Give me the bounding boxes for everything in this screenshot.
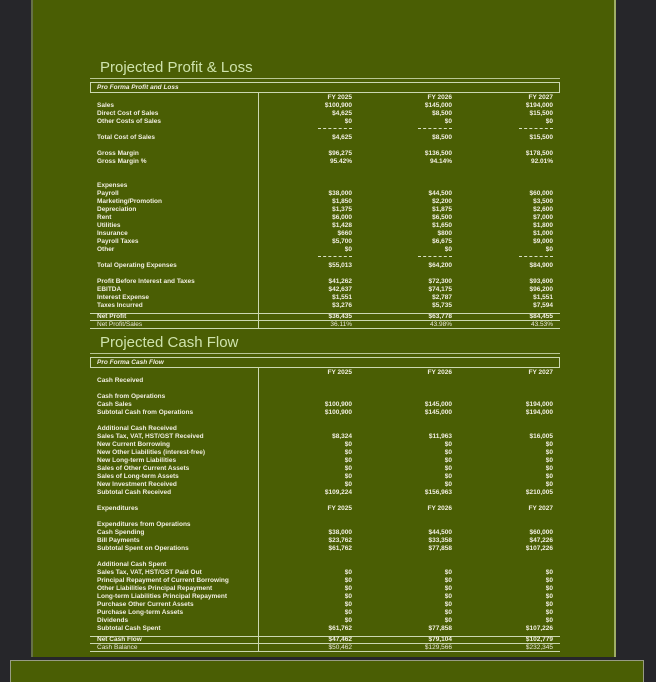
row-label: Utilities bbox=[97, 221, 121, 229]
table-row bbox=[90, 536, 560, 544]
cell-value: $0 bbox=[444, 592, 452, 600]
cell-value: $6,500 bbox=[432, 213, 452, 221]
cell-value: $55,013 bbox=[328, 261, 352, 269]
cashflow-table bbox=[90, 368, 560, 652]
cell-value: $4,625 bbox=[332, 109, 352, 117]
row-label: Net Cash Flow bbox=[97, 635, 142, 643]
cell-value: $0 bbox=[545, 440, 553, 448]
cell-value: FY 2027 bbox=[528, 504, 553, 512]
cell-value: FY 2025 bbox=[327, 504, 352, 512]
table-row bbox=[90, 644, 560, 652]
row-label: Cash Sales bbox=[97, 400, 132, 408]
cell-value: $129,566 bbox=[424, 643, 452, 651]
table-row bbox=[90, 520, 560, 528]
report-page bbox=[31, 0, 616, 657]
row-label: Expenditures bbox=[97, 504, 139, 512]
table-row bbox=[90, 512, 560, 520]
table-row bbox=[90, 253, 560, 261]
cell-value: $50,462 bbox=[328, 643, 352, 651]
row-label: Subtotal Spent on Operations bbox=[97, 544, 189, 552]
table-row bbox=[90, 480, 560, 488]
cell-value: $36,435 bbox=[328, 312, 352, 320]
cell-value: $6,675 bbox=[432, 237, 452, 245]
cell-value: $194,000 bbox=[525, 101, 553, 109]
cell-value: 43.98% bbox=[429, 320, 452, 328]
cell-value: $72,300 bbox=[428, 277, 452, 285]
row-label: Additional Cash Spent bbox=[97, 560, 167, 568]
table-row bbox=[90, 237, 560, 245]
cell-value: $0 bbox=[344, 584, 352, 592]
row-label: Other Costs of Sales bbox=[97, 117, 161, 125]
cell-value: $0 bbox=[344, 448, 352, 456]
cell-value: 43.53% bbox=[530, 320, 553, 328]
table-row bbox=[90, 157, 560, 165]
cell-value: $0 bbox=[444, 480, 452, 488]
row-label: Depreciation bbox=[97, 205, 137, 213]
cell-value bbox=[358, 126, 458, 134]
cell-value: $7,000 bbox=[533, 213, 553, 221]
cell-value bbox=[358, 254, 458, 262]
cell-value: $0 bbox=[344, 608, 352, 616]
cell-value: $1,875 bbox=[432, 205, 452, 213]
row-label: Cash Balance bbox=[97, 643, 138, 651]
cell-value: $0 bbox=[444, 472, 452, 480]
cell-value: $96,275 bbox=[328, 149, 352, 157]
table-row bbox=[90, 321, 560, 329]
cell-value: $100,900 bbox=[324, 408, 352, 416]
row-label: Taxes Incurred bbox=[97, 301, 143, 309]
table-row bbox=[90, 221, 560, 229]
table-row bbox=[90, 576, 560, 584]
table-row bbox=[90, 560, 560, 568]
row-label: Insurance bbox=[97, 229, 128, 237]
table-row bbox=[90, 616, 560, 624]
cell-value: $0 bbox=[545, 600, 553, 608]
row-label: Other Liabilities Principal Repayment bbox=[97, 584, 213, 592]
cell-value: $0 bbox=[344, 568, 352, 576]
cell-value bbox=[258, 254, 358, 262]
cashflow-column-divider bbox=[258, 368, 259, 652]
table-row bbox=[90, 608, 560, 616]
row-label: Bill Payments bbox=[97, 536, 140, 544]
row-label: Profit Before Interest and Taxes bbox=[97, 277, 195, 285]
cell-value: $0 bbox=[344, 576, 352, 584]
cell-value: FY 2026 bbox=[427, 504, 452, 512]
cashflow-subtitle: Pro Forma Cash Flow bbox=[90, 357, 560, 368]
cell-value: $0 bbox=[545, 608, 553, 616]
cell-value: $136,500 bbox=[424, 149, 452, 157]
cell-value: $0 bbox=[344, 592, 352, 600]
table-row bbox=[90, 93, 560, 101]
table-row bbox=[90, 109, 560, 117]
cell-value: $8,500 bbox=[432, 109, 452, 117]
table-row bbox=[90, 424, 560, 432]
row-label: Marketing/Promotion bbox=[97, 197, 163, 205]
table-row bbox=[90, 624, 560, 632]
cell-value: $1,375 bbox=[332, 205, 352, 213]
pnl-table bbox=[90, 93, 560, 329]
cell-value: $800 bbox=[437, 229, 452, 237]
row-label: Subtotal Cash Received bbox=[97, 488, 172, 496]
cell-value: $232,345 bbox=[525, 643, 553, 651]
report-content bbox=[90, 0, 560, 652]
row-label: New Other Liabilities (interest-free) bbox=[97, 448, 205, 456]
row-label: Rent bbox=[97, 213, 112, 221]
cell-value: 94.14% bbox=[429, 157, 452, 165]
cell-value: $1,850 bbox=[332, 197, 352, 205]
cell-value: $0 bbox=[444, 584, 452, 592]
row-label: Payroll Taxes bbox=[97, 237, 139, 245]
cell-value: $4,625 bbox=[332, 133, 352, 141]
table-row bbox=[90, 384, 560, 392]
cell-value: $61,762 bbox=[328, 624, 352, 632]
table-row bbox=[90, 277, 560, 285]
bottom-panel bbox=[10, 660, 644, 682]
row-label: Net Profit/Sales bbox=[97, 320, 143, 328]
cell-value: $23,762 bbox=[328, 536, 352, 544]
row-label: Expenses bbox=[97, 181, 128, 189]
cell-value: $210,005 bbox=[525, 488, 553, 496]
cell-value: $0 bbox=[444, 568, 452, 576]
cell-value: $77,858 bbox=[428, 544, 452, 552]
cell-value: $0 bbox=[444, 456, 452, 464]
cell-value: $1,428 bbox=[332, 221, 352, 229]
row-label: Gross Margin % bbox=[97, 157, 147, 165]
cell-value: $15,500 bbox=[529, 133, 553, 141]
row-label: Expenditures from Operations bbox=[97, 520, 191, 528]
cell-value: $107,226 bbox=[525, 624, 553, 632]
cell-value: $0 bbox=[444, 616, 452, 624]
cell-value: FY 2025 bbox=[327, 93, 352, 101]
cell-value: $0 bbox=[545, 584, 553, 592]
table-row bbox=[90, 149, 560, 157]
cell-value: $194,000 bbox=[525, 408, 553, 416]
row-label: New Investment Received bbox=[97, 480, 177, 488]
pnl-column-divider bbox=[258, 93, 259, 329]
cell-value: $0 bbox=[545, 576, 553, 584]
cell-value: $1,551 bbox=[533, 293, 553, 301]
row-label: Cash from Operations bbox=[97, 392, 166, 400]
cell-value: $2,787 bbox=[432, 293, 452, 301]
row-label: New Long-term Liabilities bbox=[97, 456, 177, 464]
cell-value: $7,594 bbox=[533, 301, 553, 309]
cell-value: 95.42% bbox=[329, 157, 352, 165]
table-row bbox=[90, 472, 560, 480]
row-label: Sales Tax, VAT, HST/GST Received bbox=[97, 432, 204, 440]
cell-value: $0 bbox=[545, 245, 553, 253]
table-row bbox=[90, 400, 560, 408]
cell-value: $8,500 bbox=[432, 133, 452, 141]
row-label: Long-term Liabilities Principal Repayment bbox=[97, 592, 228, 600]
cell-value: $6,000 bbox=[332, 213, 352, 221]
table-row bbox=[90, 141, 560, 149]
table-row bbox=[90, 133, 560, 141]
cell-value: $1,000 bbox=[533, 229, 553, 237]
pnl-section-title: Projected Profit & Loss bbox=[90, 59, 560, 79]
table-row bbox=[90, 269, 560, 277]
cell-value: 36.11% bbox=[330, 320, 352, 328]
cell-value: $38,000 bbox=[328, 189, 352, 197]
cell-value: $0 bbox=[545, 592, 553, 600]
cell-value: $84,900 bbox=[529, 261, 553, 269]
table-row bbox=[90, 181, 560, 189]
cell-value: $102,779 bbox=[525, 635, 553, 643]
cell-value: $0 bbox=[344, 456, 352, 464]
table-row bbox=[90, 496, 560, 504]
cell-value: $0 bbox=[444, 448, 452, 456]
cell-value: FY 2027 bbox=[528, 93, 553, 101]
cell-value: $2,200 bbox=[432, 197, 452, 205]
table-row bbox=[90, 229, 560, 237]
cell-value: $5,700 bbox=[332, 237, 352, 245]
cell-value: $0 bbox=[545, 117, 553, 125]
row-label: Net Profit bbox=[97, 312, 127, 320]
row-label: Sales Tax, VAT, HST/GST Paid Out bbox=[97, 568, 202, 576]
cell-value: $145,000 bbox=[424, 408, 452, 416]
table-row bbox=[90, 205, 560, 213]
cell-value: $0 bbox=[444, 576, 452, 584]
cell-value: $3,276 bbox=[332, 301, 352, 309]
table-row bbox=[90, 189, 560, 197]
table-row bbox=[90, 261, 560, 269]
table-row bbox=[90, 376, 560, 384]
row-label: Subtotal Cash Spent bbox=[97, 624, 161, 632]
cell-value: $0 bbox=[444, 440, 452, 448]
row-label: Cash Spending bbox=[97, 528, 145, 536]
cell-value: $0 bbox=[545, 456, 553, 464]
table-row bbox=[90, 101, 560, 109]
cell-value: $2,600 bbox=[533, 205, 553, 213]
table-row bbox=[90, 165, 560, 173]
cell-value: $0 bbox=[545, 464, 553, 472]
table-row bbox=[90, 584, 560, 592]
cell-value: $93,600 bbox=[529, 277, 553, 285]
cell-value: FY 2026 bbox=[427, 93, 452, 101]
cell-value: $8,324 bbox=[332, 432, 352, 440]
table-row bbox=[90, 285, 560, 293]
row-label: Sales of Other Current Assets bbox=[97, 464, 190, 472]
cell-value: $64,200 bbox=[428, 261, 452, 269]
table-row bbox=[90, 245, 560, 253]
table-row bbox=[90, 528, 560, 536]
table-row bbox=[90, 301, 560, 309]
cell-value: $44,500 bbox=[428, 528, 452, 536]
row-label: Total Operating Expenses bbox=[97, 261, 177, 269]
cell-value: $0 bbox=[344, 616, 352, 624]
row-label: Purchase Long-term Assets bbox=[97, 608, 184, 616]
cell-value: $15,500 bbox=[529, 109, 553, 117]
table-row bbox=[90, 464, 560, 472]
table-row bbox=[90, 213, 560, 221]
cashflow-section-title: Projected Cash Flow bbox=[90, 334, 560, 354]
cell-value: $11,963 bbox=[428, 432, 452, 440]
cell-value: $0 bbox=[444, 117, 452, 125]
row-label: Other bbox=[97, 245, 115, 253]
cell-value: FY 2026 bbox=[427, 368, 452, 376]
row-label: EBITDA bbox=[97, 285, 122, 293]
cell-value: $60,000 bbox=[529, 528, 553, 536]
cell-value: $44,500 bbox=[428, 189, 452, 197]
table-row bbox=[90, 293, 560, 301]
cell-value: $0 bbox=[444, 464, 452, 472]
row-label: Cash Received bbox=[97, 376, 144, 384]
table-row bbox=[90, 600, 560, 608]
row-label: Dividends bbox=[97, 616, 129, 624]
cell-value: $0 bbox=[344, 464, 352, 472]
cell-value: $0 bbox=[344, 472, 352, 480]
row-label: Principal Repayment of Current Borrowing bbox=[97, 576, 229, 584]
table-row bbox=[90, 392, 560, 400]
cell-value: $77,858 bbox=[428, 624, 452, 632]
cell-value: $9,000 bbox=[533, 237, 553, 245]
row-label: Total Cost of Sales bbox=[97, 133, 156, 141]
table-row bbox=[90, 416, 560, 424]
table-row bbox=[90, 448, 560, 456]
cell-value: $660 bbox=[337, 229, 352, 237]
cell-value: $100,900 bbox=[324, 400, 352, 408]
cell-value: $0 bbox=[444, 600, 452, 608]
table-row bbox=[90, 568, 560, 576]
cell-value: $178,500 bbox=[525, 149, 553, 157]
cell-value: $38,000 bbox=[328, 528, 352, 536]
table-row bbox=[90, 117, 560, 125]
cell-value: $145,000 bbox=[424, 101, 452, 109]
table-row bbox=[90, 173, 560, 181]
table-row bbox=[90, 125, 560, 133]
table-row bbox=[90, 368, 560, 376]
cell-value: $156,963 bbox=[424, 488, 452, 496]
cell-value: $0 bbox=[344, 480, 352, 488]
cell-value: FY 2027 bbox=[528, 368, 553, 376]
cell-value: $1,650 bbox=[432, 221, 452, 229]
cell-value: $100,900 bbox=[324, 101, 352, 109]
cell-value bbox=[258, 126, 358, 134]
cell-value: $96,200 bbox=[529, 285, 553, 293]
table-row bbox=[90, 592, 560, 600]
row-label: Gross Margin bbox=[97, 149, 139, 157]
cell-value: $0 bbox=[545, 568, 553, 576]
row-label: Direct Cost of Sales bbox=[97, 109, 159, 117]
cell-value: $0 bbox=[444, 608, 452, 616]
cell-value: $84,455 bbox=[529, 312, 553, 320]
cell-value: $109,224 bbox=[324, 488, 352, 496]
cell-value: $74,175 bbox=[428, 285, 452, 293]
row-label: Additional Cash Received bbox=[97, 424, 177, 432]
cell-value: $1,800 bbox=[533, 221, 553, 229]
cell-value: $33,358 bbox=[428, 536, 452, 544]
table-row bbox=[90, 544, 560, 552]
cell-value: $5,735 bbox=[432, 301, 452, 309]
cell-value: FY 2025 bbox=[327, 368, 352, 376]
row-label: Interest Expense bbox=[97, 293, 150, 301]
cell-value: $47,462 bbox=[328, 635, 352, 643]
cell-value: $0 bbox=[545, 616, 553, 624]
cell-value: $79,104 bbox=[428, 635, 452, 643]
row-label: Sales bbox=[97, 101, 114, 109]
row-label: Payroll bbox=[97, 189, 119, 197]
cell-value: $0 bbox=[545, 448, 553, 456]
cell-value: $63,778 bbox=[428, 312, 452, 320]
table-row bbox=[90, 504, 560, 512]
row-label: Purchase Other Current Assets bbox=[97, 600, 194, 608]
cell-value bbox=[458, 254, 558, 262]
cell-value: $0 bbox=[344, 600, 352, 608]
table-row bbox=[90, 440, 560, 448]
cell-value: $1,551 bbox=[332, 293, 352, 301]
cell-value: $47,226 bbox=[529, 536, 553, 544]
table-row bbox=[90, 408, 560, 416]
cell-value: $0 bbox=[444, 245, 452, 253]
cell-value: $145,000 bbox=[424, 400, 452, 408]
row-label: New Current Borrowing bbox=[97, 440, 170, 448]
cell-value: $0 bbox=[545, 480, 553, 488]
cell-value: $16,005 bbox=[529, 432, 553, 440]
cell-value: $0 bbox=[545, 472, 553, 480]
cell-value bbox=[458, 126, 558, 134]
table-row bbox=[90, 552, 560, 560]
cell-value: $0 bbox=[344, 117, 352, 125]
cell-value: $0 bbox=[344, 440, 352, 448]
table-row bbox=[90, 488, 560, 496]
cell-value: $61,762 bbox=[328, 544, 352, 552]
cell-value: $3,500 bbox=[533, 197, 553, 205]
table-row bbox=[90, 456, 560, 464]
row-label: Subtotal Cash from Operations bbox=[97, 408, 194, 416]
table-row bbox=[90, 197, 560, 205]
cell-value: $42,637 bbox=[328, 285, 352, 293]
cell-value: $41,262 bbox=[328, 277, 352, 285]
cell-value: $0 bbox=[344, 245, 352, 253]
cell-value: $194,000 bbox=[525, 400, 553, 408]
cell-value: 92.01% bbox=[530, 157, 553, 165]
row-label: Sales of Long-term Assets bbox=[97, 472, 179, 480]
table-row bbox=[90, 432, 560, 440]
cell-value: $60,000 bbox=[529, 189, 553, 197]
pnl-subtitle: Pro Forma Profit and Loss bbox=[90, 82, 560, 93]
cell-value: $107,226 bbox=[525, 544, 553, 552]
